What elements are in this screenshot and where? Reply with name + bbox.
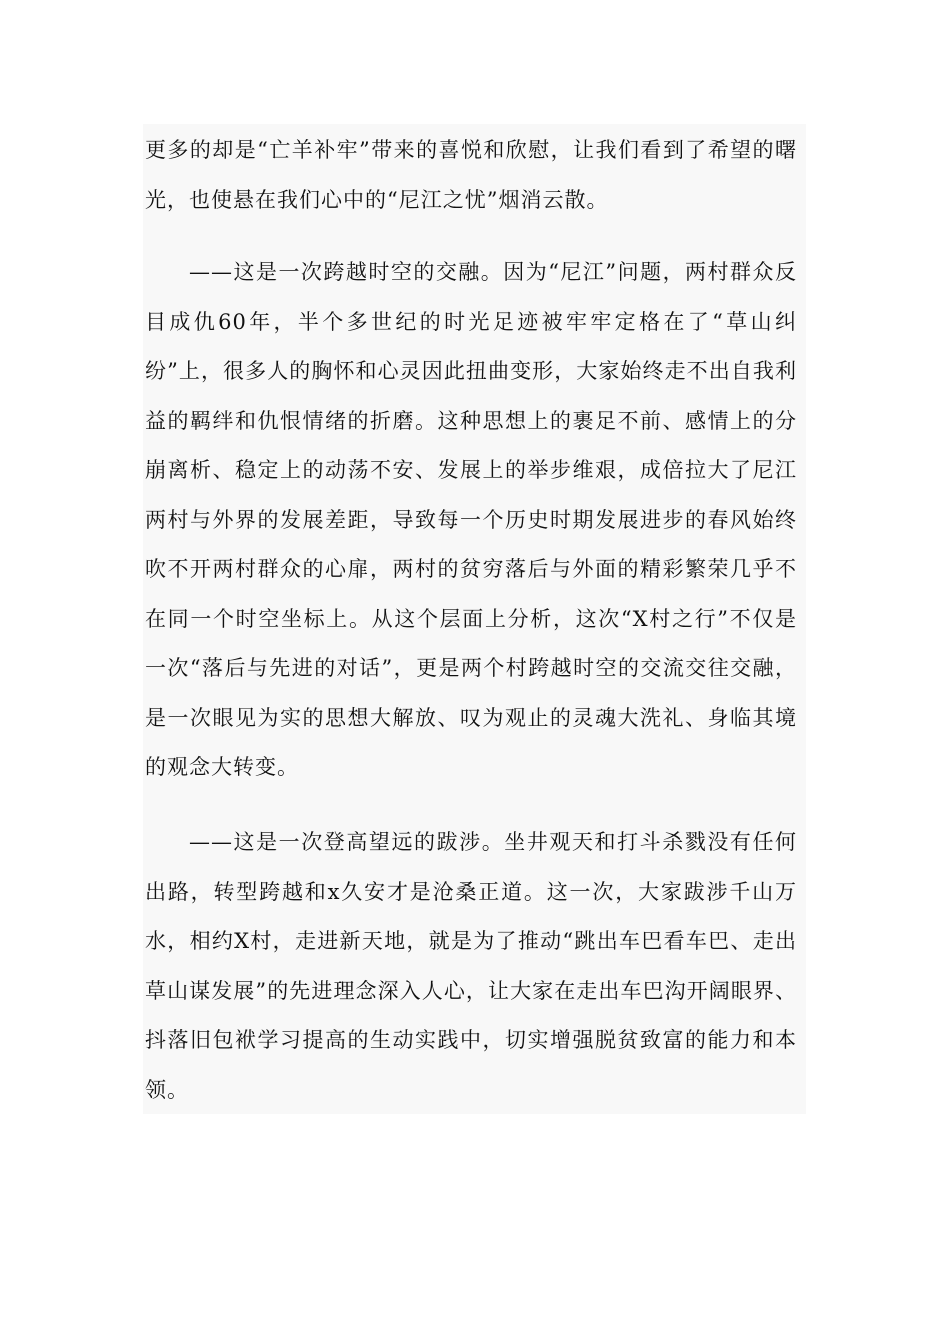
paragraph-1: 更多的却是“亡羊补牢”带来的喜悦和欣慰，让我们看到了希望的曙光，也使悬在我们心中的“尼江之忧”烟消云散。 bbox=[145, 138, 797, 212]
paragraph-2: ——这是一次跨越时空的交融。因为“尼江”问题，两村群众反目成仇60年，半个多世纪的时光足迹被牢牢定格在了“草山纠纷”上，很多人的胸怀和心灵因此扭曲变形，大家始终走不出自我利益的羁绊和仇恨情绪的折磨。这种思想上的裹足不前、感情上的分崩离析、稳定上的动荡不安、发展上的举步维艰，成倍拉大了尼江两村与外界的发展差距，导致每一个历史时期发展进步的春风始终吹不开两村群众的心扉，两村的贫穷落后与外面的精彩繁荣几乎不在同一个时空坐标上。从这个层面上分析，这次“X村之行”不仅是一次“落后与先进的对话”，更是两个村跨越时空的交流交往交融，是一次眼见为实的思想大解放、叹为观止的灵魂大洗礼、身临其境的观念大转变。 bbox=[145, 260, 797, 779]
paragraph-3: ——这是一次登高望远的跋涉。坐井观天和打斗杀戮没有任何出路，转型跨越和x久安才是沧桑正道。这一次，大家跋涉千山万水，相约X村，走进新天地，就是为了推动“跳出车巴看车巴、走出草山谋发展”的先进理念深入人心，让大家在走出车巴沟开阔眼界、抖落旧包袱学习提高的生动实践中，切实增强脱贫致富的能力和本领。 bbox=[145, 830, 797, 1102]
text-block bbox=[143, 124, 806, 1114]
